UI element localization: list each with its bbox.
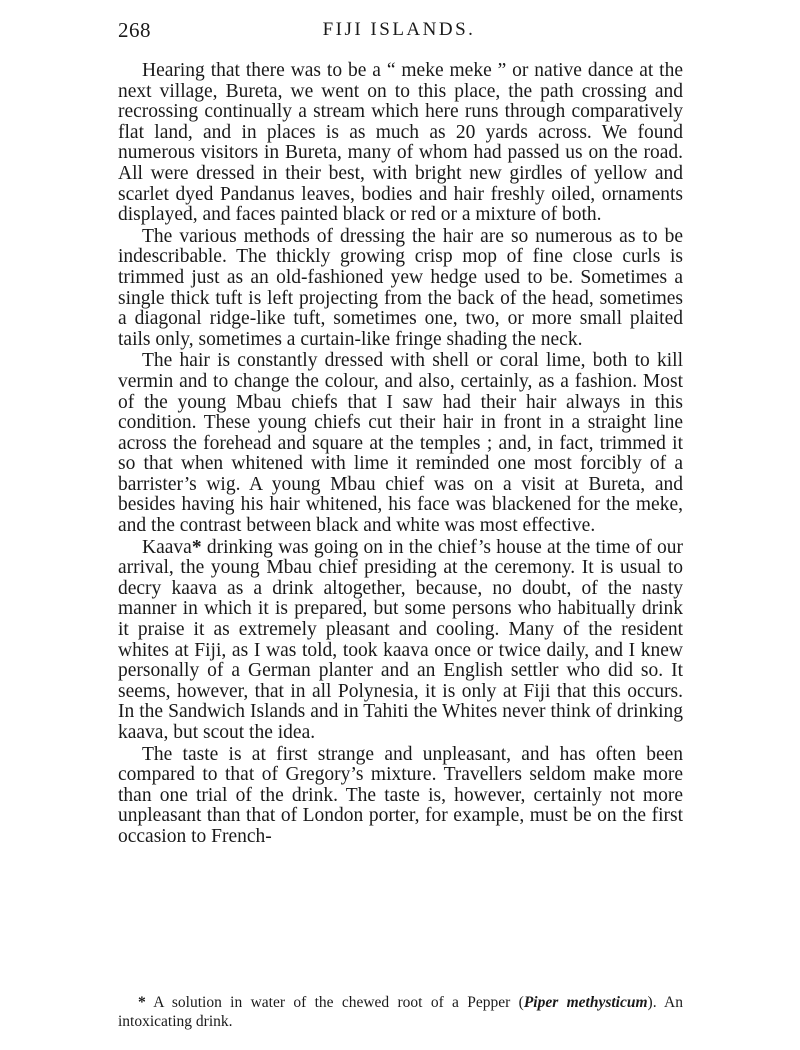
kaava-paragraph-text: drinking was going on in the chief’s house at the time of our arrival, the young Mbau chief presiding at the ceremony. It is usual to decry kaava as a drink altogether, because, no doubt, of the nasty manner in which it is prepared, but some persons who habitually drink it praise it as extremely pleasant and cooling. Many of the resident whites at Fiji, as I was told, took kaava once or twice daily, and I knew personally of a German planter and an English settler who did so. It seems, however, that in all Polynesia, it is only at Fiji that this occurs. In the Sandwich Islands and in Tahiti the Whites never think of drinking kaava, but scout the idea. bbox=[118, 536, 683, 743]
page-number: 268 bbox=[118, 18, 151, 42]
page-header bbox=[118, 18, 680, 48]
paragraph-hair-dressing: The various methods of dressing the hair are so numerous as to be indescribable. The thickly growing crisp mop of fine close curls is trimmed just as an old-fashioned yew hedge used to be. Sometimes a single thick tuft is left projecting from the back of the head, sometimes a diagonal ridge-like tuft, sometimes one, two, or more small plaited tails only, sometimes a curtain-like fringe shading the neck. bbox=[118, 225, 683, 350]
main-text bbox=[118, 61, 683, 849]
footnote-text-before: A solution in water of the chewed root of a Pepper ( bbox=[145, 994, 524, 1011]
paragraph-taste: The taste is at first strange and unpleasant, and has often been compared to that of Gregory’s mixture. Travellers seldom make more than one trial of the drink. The taste is, however, certainly not more unpleasant than that of London porter, for example, must be on the first occasion to French- bbox=[118, 743, 683, 847]
footnote-marker: * bbox=[138, 994, 146, 1011]
footnote-latin-name: Piper methysticum bbox=[523, 994, 648, 1011]
running-title: FIJI ISLANDS. bbox=[322, 19, 476, 40]
footnote bbox=[118, 993, 683, 1031]
paragraph-meke-meke: Hearing that there was to be a “ meke meke ” or native dance at the next village, Bureta, we went on to this place, the path crossing and recrossing continually a stream which here runs through comparatively flat land, and in places is as much as 20 yards across. We found numerous visitors in Bureta, many of whom had passed us on the road. All were dressed in their best, with bright new girdles of yellow and scarlet dyed Pandanus leaves, bodies and hair freshly oiled, ornaments displayed, and faces painted black or red or a mixture of both. bbox=[118, 60, 683, 226]
footnote-text-after: ). An intoxicating drink. bbox=[118, 994, 683, 1030]
kaava-lead-word: Kaava bbox=[142, 536, 192, 558]
paragraph-coral-lime: The hair is constantly dressed with shell or coral lime, both to kill vermin and to change the colour, and also, certainly, as a fashion. Most of the young Mbau chiefs that I saw had their hair always in this condition. These young chiefs cut their hair in front in a straight line across the forehead and square at the temples ; and, in fact, trimmed it so that when whitened with lime it reminded one most forcibly of a barrister’s wig. A young Mbau chief was on a visit at Bureta, and besides having his hair whitened, his face was blackened for the meke, and the contrast between black and white was most effective. bbox=[118, 350, 683, 537]
footnote-reference-marker: * bbox=[191, 536, 202, 558]
paragraph-kaava bbox=[118, 538, 683, 744]
